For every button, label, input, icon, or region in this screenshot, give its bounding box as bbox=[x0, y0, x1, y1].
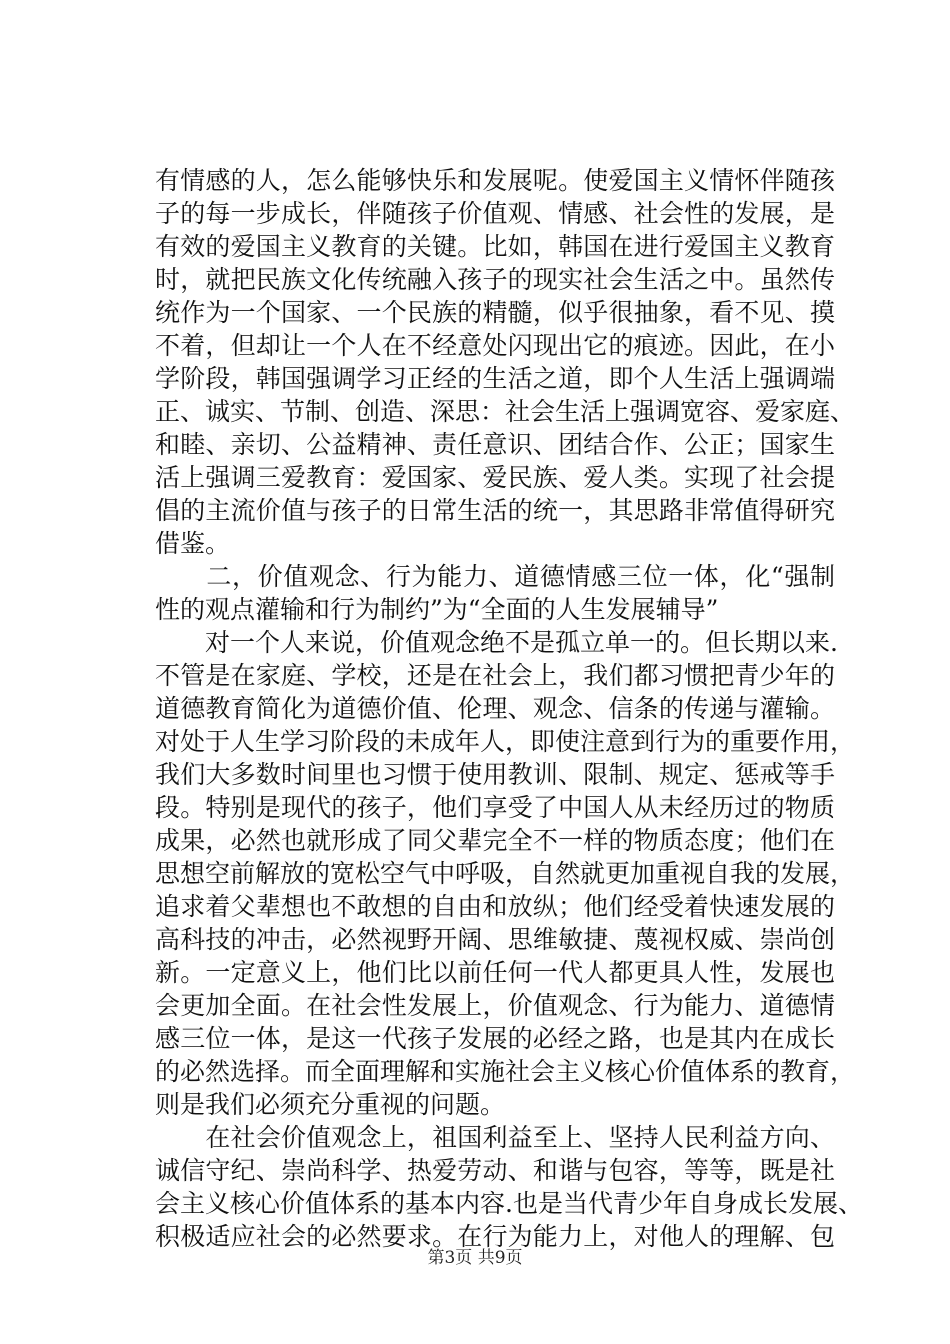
text-line: 时，就把民族文化传统融入孩子的现实社会生活之中。虽然传 bbox=[155, 265, 835, 294]
text-line: 段。特别是现代的孩子，他们享受了中国人从未经历过的物质 bbox=[155, 793, 835, 822]
text-line: 活上强调三爱教育：爱国家、爱民族、爱人类。实现了社会提 bbox=[155, 463, 835, 492]
text-line: 的必然选择。而全面理解和实施社会主义核心价值体系的教育， bbox=[155, 1057, 856, 1086]
text-line: 统作为一个国家、一个民族的精髓，似乎很抽象，看不见、摸 bbox=[155, 298, 835, 327]
text-line: 对处于人生学习阶段的未成年人，即使注意到行为的重要作用， bbox=[155, 727, 856, 756]
text-line: 感三位一体，是这一代孩子发展的必经之路，也是其内在成长 bbox=[155, 1024, 835, 1053]
text-line: 正、诚实、节制、创造、深思：社会生活上强调宽容、爱家庭、 bbox=[155, 397, 856, 426]
text-line: 有情感的人，怎么能够快乐和发展呢。使爱国主义情怀伴随孩 bbox=[155, 166, 835, 195]
text-line: 对一个人来说，价值观念绝不是孤立单一的。但长期以来. bbox=[155, 628, 838, 657]
text-line: 二，价值观念、行为能力、道德情感三位一体，化“强制 bbox=[155, 562, 835, 591]
text-line: 性的观点灌输和行为制约”为“全面的人生发展辅导” bbox=[155, 595, 719, 624]
text-line: 积极适应社会的必然要求。在行为能力上，对他人的理解、包 bbox=[155, 1222, 835, 1251]
text-line: 我们大多数时间里也习惯于使用教训、限制、规定、惩戒等手 bbox=[155, 760, 835, 789]
text-line: 不着，但却让一个人在不经意处闪现出它的痕迹。因此，在小 bbox=[155, 331, 835, 360]
text-line: 会主义核心价值体系的基本内容.也是当代青少年自身成长发展、 bbox=[155, 1189, 863, 1218]
text-line: 成果，必然也就形成了同父辈完全不一样的物质态度；他们在 bbox=[155, 826, 835, 855]
text-line: 追求着父辈想也不敢想的自由和放纵；他们经受着快速发展的 bbox=[155, 892, 835, 921]
text-line: 诚信守纪、崇尚科学、热爱劳动、和谐与包容，等等，既是社 bbox=[155, 1156, 835, 1185]
text-line: 新。一定意义上，他们比以前任何一代人都更具人性，发展也 bbox=[155, 958, 835, 987]
text-line: 道德教育简化为道德价值、伦理、观念、信条的传递与灌输。 bbox=[155, 694, 835, 723]
text-line: 高科技的冲击，必然视野开阔、思维敏捷、蔑视权威、崇尚创 bbox=[155, 925, 835, 954]
text-line: 不管是在家庭、学校，还是在社会上，我们都习惯把青少年的 bbox=[155, 661, 835, 690]
body-text bbox=[155, 164, 863, 1253]
text-line: 和睦、亲切、公益精神、责任意识、团结合作、公正；国家生 bbox=[155, 430, 835, 459]
text-line: 有效的爱国主义教育的关键。比如，韩国在进行爱国主义教育 bbox=[155, 232, 835, 261]
text-line: 则是我们必须充分重视的问题。 bbox=[155, 1090, 506, 1119]
text-line: 学阶段，韩国强调学习正经的生活之道，即个人生活上强调端 bbox=[155, 364, 835, 393]
text-line: 倡的主流价值与孩子的日常生活的统一，其思路非常值得研究 bbox=[155, 496, 835, 525]
page-footer: 第3页 共9页 bbox=[427, 1248, 523, 1268]
text-line: 借鉴。 bbox=[155, 529, 231, 558]
text-line: 在社会价值观念上，祖国利益至上、坚持人民利益方向、 bbox=[155, 1123, 835, 1152]
text-line: 会更加全面。在社会性发展上，价值观念、行为能力、道德情 bbox=[155, 991, 835, 1020]
text-line: 思想空前解放的宽松空气中呼吸，自然就更加重视自我的发展， bbox=[155, 859, 856, 888]
text-line: 子的每一步成长，伴随孩子价值观、情感、社会性的发展，是 bbox=[155, 199, 835, 228]
